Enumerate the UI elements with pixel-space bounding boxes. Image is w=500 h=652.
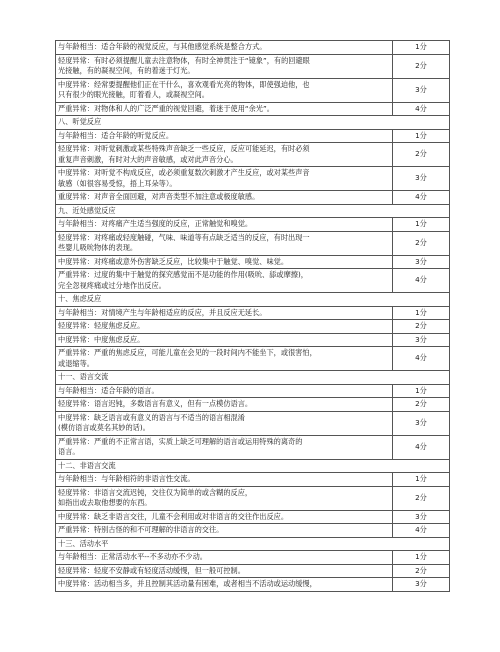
description-line: 与年龄相当：适合年龄的听觉反应。 [58,130,174,140]
description-line: 中度异常：对疼痛或意外伤害缺乏反应，比较集中于触觉、嗅觉、味觉。 [58,256,289,266]
table-row [56,320,450,334]
table-row [56,486,450,510]
score-cell: 4分 [393,269,450,293]
score-cell: 3分 [393,167,450,191]
description-line: 与年龄相当：正常活动水平--不多动亦不少动。 [58,552,207,561]
table-row [56,167,450,191]
criterion-description [56,578,393,592]
assessment-scale-page [55,40,450,592]
criterion-description [56,333,393,347]
score-cell: 3分 [393,510,450,524]
description-line: 与年龄相当：适合年龄的视觉反应，与其他感觉系统是整合方式。 [58,42,267,51]
description-line: 完全忽视疼痛或过分地作出反应。 [58,280,166,290]
rating-scale-table [55,40,450,592]
criterion-description [56,320,393,334]
criterion-description [56,54,393,78]
table-row [56,218,450,232]
table-row [56,578,450,592]
section-title: 十、焦虑反应 [56,293,450,307]
score-cell: 1分 [393,384,450,398]
section-title: 八、听觉反应 [56,116,450,130]
description-line: 中度异常：活动相当多，并且控制其活动量有困难，或者相当不活动或运动缓慢， [58,579,317,588]
table-row [56,231,450,255]
description-line: 中度异常：缺乏非语言交往，儿童不会利用或对非语言的交往作出反应。 [58,511,289,521]
section-header-row [56,116,450,130]
table-row [56,564,450,578]
table-row [56,41,450,55]
criterion-description [56,564,393,578]
description-line: 轻度异常：有时必须提醒儿童去注意物体，有时全神贯注于“镜象”，有的回避眼 [58,55,310,65]
table-row [56,333,450,347]
description-line: 只有很少的眼光接触，盯着看人，或凝视空间。 [58,90,209,99]
criterion-description [56,269,393,293]
criterion-description [56,510,393,524]
description-line: 或退缩等。 [58,358,94,368]
table-row [56,510,450,524]
criterion-description [56,524,393,538]
score-cell: 3分 [393,411,450,435]
score-cell: 3分 [393,333,450,347]
score-cell: 2分 [393,54,450,78]
description-line: 轻度异常：对疼痛或轻度触碰，气味、味道等有点缺乏适当的反应，有时出现一 [58,232,310,242]
score-cell: 1分 [393,41,450,55]
section-title: 十三、活动水平 [56,537,450,551]
table-row [56,398,450,412]
table-row [56,411,450,435]
criterion-description [56,306,393,320]
criterion-description [56,41,393,55]
score-cell: 4分 [393,347,450,371]
table-row [56,78,450,102]
section-header-row [56,204,450,218]
table-body [56,41,450,592]
criterion-description [56,143,393,167]
score-cell: 2分 [393,398,450,412]
table-row [56,347,450,371]
description-line: 中度异常：中度焦虑反应。 [58,334,145,344]
description-line: (模仿语言或莫名其妙的话)。 [58,423,150,432]
score-cell: 2分 [393,564,450,578]
table-row [56,129,450,143]
description-line: 光接触，有的凝视空间，有的着迷于灯光。 [58,66,195,75]
criterion-description [56,129,393,143]
table-row [56,102,450,116]
table-row [56,191,450,205]
table-row [56,551,450,565]
score-cell: 3分 [393,78,450,102]
description-line: 如指出或去取他想要的东西。 [58,498,152,507]
criterion-description [56,347,393,371]
description-line: 严重异常：严重的焦虑反应，可能儿童在会见的一段时间内不能坐下，或很害怕， [58,348,317,357]
table-row [56,143,450,167]
score-cell: 4分 [393,102,450,116]
criterion-description [56,167,393,191]
criterion-description [56,231,393,255]
criterion-description [56,384,393,398]
table-row [56,54,450,78]
score-cell: 1分 [393,129,450,143]
table-row [56,524,450,538]
table-row [56,269,450,293]
description-line: 语言。 [58,447,80,456]
section-header-row [56,293,450,307]
score-cell: 2分 [393,231,450,255]
score-cell: 1分 [393,306,450,320]
description-line: 轻度异常：对听觉刺激或某些特殊声音缺乏一些反应，反应可能延迟，有时必须 [58,144,310,153]
score-cell: 4分 [393,435,450,459]
criterion-description [56,551,393,565]
criterion-description [56,78,393,102]
section-title: 十二、非语言交流 [56,459,450,473]
score-cell: 1分 [393,551,450,565]
table-row [56,306,450,320]
criterion-description [56,218,393,232]
section-header-row [56,459,450,473]
criterion-description [56,411,393,435]
score-cell: 2分 [393,486,450,510]
score-cell: 1分 [393,218,450,232]
description-line: 轻度异常：轻度焦虑反应。 [58,321,145,330]
table-row [56,255,450,269]
description-line: 严重异常：对物体和人的广泛严重的视觉回避，着迷于使用“余光”。 [58,103,274,113]
section-header-row [56,371,450,385]
section-title: 九、近处感觉反应 [56,204,450,218]
description-line: 严重异常：严重的不正常言语，实质上缺乏可理解的语言或运用特殊的离奇的 [58,436,303,446]
table-row [56,384,450,398]
description-line: 些婴儿吸吮物体的表现。 [58,243,138,252]
description-line: 中度异常：缺乏语言或有意义的语言与不适当的语言相混淆 [58,412,245,422]
criterion-description [56,473,393,487]
section-header-row [56,537,450,551]
table-row [56,435,450,459]
criterion-description [56,191,393,205]
description-line: 轻度异常：轻度不安静或有轻度活动缓慢，但一般可控制。 [58,565,245,575]
criterion-description [56,398,393,412]
description-line: 敏感（如很容易受惊，捂上耳朵等）。 [58,178,177,188]
score-cell: 4分 [393,191,450,205]
description-line: 中度异常：对听觉不构成反应，或必须重复数次刺激才产生反应，或对某些声音 [58,168,310,177]
table-row [56,473,450,487]
score-cell: 3分 [393,255,450,269]
description-line: 中度异常：经常要提醒他们正在干什么，喜欢观看光亮的物体，即使强迫他，也 [58,79,310,89]
score-cell: 3分 [393,578,450,592]
score-cell: 1分 [393,473,450,487]
description-line: 轻度异常：语言迟钝，多数语言有意义，但有一点模仿语言。 [58,399,253,408]
description-line: 与年龄相当：与年龄相符的非语言性交流。 [58,474,195,483]
criterion-description [56,435,393,459]
section-title: 十一、语言交流 [56,371,450,385]
description-line: 轻度异常：非语言交流迟钝，交往仅为简单的或含糊的反应， [58,487,253,497]
description-line: 重复声音刺激，有时对大的声音敏感，或对此声音分心。 [58,154,238,164]
score-cell: 2分 [393,320,450,334]
criterion-description [56,255,393,269]
description-line: 严重异常：过度的集中于触觉的探究感觉而不是功能的作用(吸吮、舔或摩擦)， [58,270,308,279]
description-line: 与年龄相当：对疼痛产生适当强度的反应，正常触觉和嗅觉。 [58,219,253,228]
description-line: 重度异常：对声音全面回避，对声音类型不加注意或极度敏感。 [58,192,260,201]
description-line: 与年龄相当：适合年龄的语言。 [58,385,159,395]
criterion-description [56,102,393,116]
description-line: 严重异常：特别古怪的和不可理解的非语言的交往。 [58,525,224,534]
score-cell: 4分 [393,524,450,538]
criterion-description [56,486,393,510]
score-cell: 2分 [393,143,450,167]
description-line: 与年龄相当：对情境产生与年龄相适应的反应，并且反应无延长。 [58,307,267,317]
